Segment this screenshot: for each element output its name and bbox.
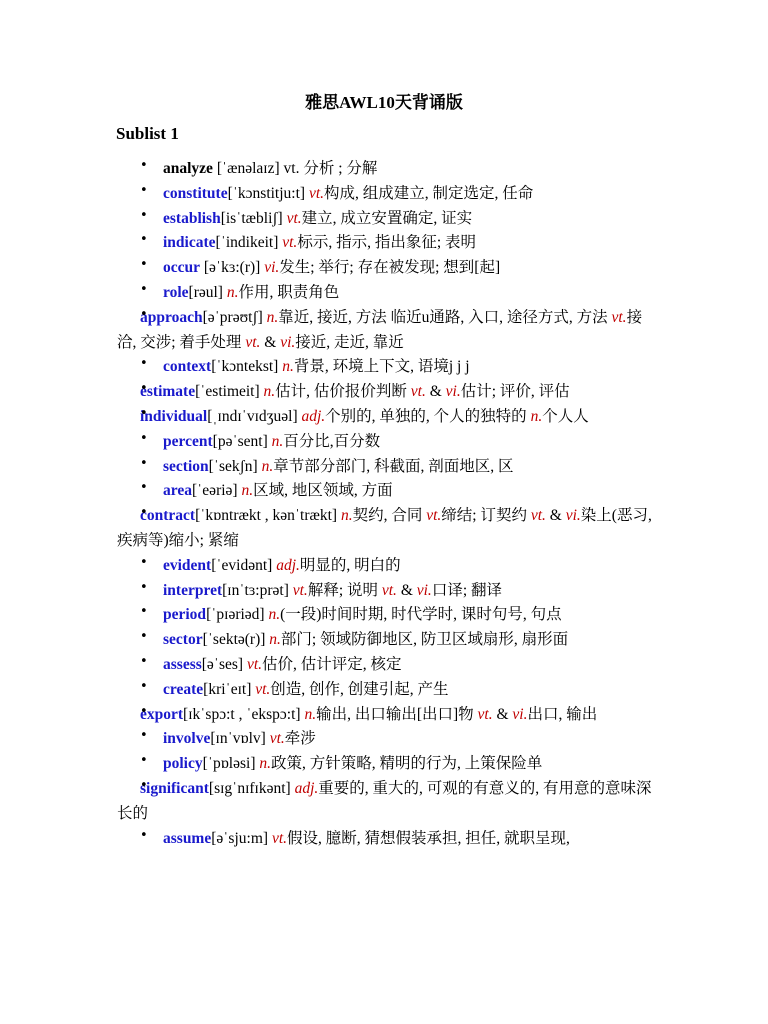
- entry-pos: n.: [226, 283, 239, 301]
- entry-pos: vt.: [255, 680, 271, 698]
- entry-pos: vt.: [381, 581, 397, 599]
- entry-word: create: [163, 680, 204, 698]
- entry-pos: adj.: [276, 556, 300, 574]
- entry-definition: 区域, 地区领域, 方面: [253, 482, 393, 500]
- list-item: [140, 603, 656, 628]
- list-item: [140, 752, 656, 777]
- entry-pos: n.: [340, 507, 353, 525]
- entry-word: analyze: [163, 160, 213, 177]
- list-item: [117, 405, 656, 430]
- entry-pos: vt.: [611, 308, 627, 326]
- entry-word: involve: [163, 730, 211, 748]
- entry-definition: 个别的, 单独的, 个人的独特的: [325, 407, 531, 425]
- entry-definition: 输出, 出口输出[出口]物: [316, 705, 478, 723]
- entry-definition: 百分比,百分数: [283, 432, 381, 450]
- entry-word: evident: [163, 556, 212, 574]
- list-item: [117, 777, 656, 827]
- entry-word: sector: [163, 631, 203, 649]
- entry-phonetic: [sɪgˈnɪfɪkənt]: [208, 779, 295, 797]
- entry-phonetic: [əˈsju:m]: [211, 829, 272, 847]
- entry-definition: (一段)时间时期, 时代学时, 课时句号, 句点: [280, 606, 562, 624]
- entry-pos: vi.: [280, 333, 296, 351]
- entry-word: context: [163, 358, 212, 376]
- entry-pos: vi.: [565, 507, 581, 525]
- entry-definition: 构成, 组成建立, 制定选定, 任命: [324, 184, 534, 202]
- entry-phonetic: [ˈkɔnstitju:t]: [227, 184, 309, 202]
- list-item: [117, 703, 656, 728]
- entry-pos: adj.: [294, 779, 319, 797]
- entry-phonetic: [əˈses]: [201, 655, 247, 673]
- entry-definition: 章节部分部门, 科截面, 剖面地区, 区: [273, 457, 514, 475]
- entry-ampersand: &: [545, 507, 566, 525]
- entry-pos: vt.: [246, 655, 263, 673]
- list-item: [117, 380, 656, 405]
- entry-phonetic: [ˌɪndɪˈvɪdʒuəl]: [207, 407, 302, 425]
- entry-phonetic: [ˈpɪəriəd]: [206, 606, 269, 624]
- entry-phonetic: [pəˈsent]: [212, 432, 272, 450]
- entry-word: interpret: [163, 581, 223, 599]
- list-item: [140, 157, 656, 182]
- entry-phonetic: [ɪnˈvɒlv]: [210, 730, 270, 748]
- entry-definition: 背景, 环境上下文, 语境j j j: [293, 358, 470, 376]
- list-item: [140, 554, 656, 579]
- entry-definition: 估价, 估计评定, 核定: [262, 655, 402, 673]
- entry-pos: n.: [241, 482, 254, 500]
- entry-word: occur: [163, 259, 201, 277]
- entry-definition: 部门; 领域防御地区, 防卫区域扇形, 扇形面: [280, 631, 569, 649]
- list-item: [140, 628, 656, 653]
- entry-phonetic: [əˈprəʊtʃ]: [202, 308, 267, 326]
- entry-phonetic: [rəul]: [188, 283, 227, 301]
- list-item: [140, 827, 656, 852]
- entry-ampersand: &: [492, 705, 513, 723]
- entry-definition: 创造, 创作, 创建引起, 产生: [270, 680, 449, 698]
- entry-pos: n.: [266, 308, 279, 326]
- entry-phonetic: [isˈtæbliʃ]: [220, 209, 287, 227]
- entry-phonetic: [ˈsektə(r)]: [202, 631, 270, 649]
- entry-ampersand: &: [425, 383, 446, 401]
- entry-word: constitute: [163, 184, 228, 202]
- entry-pos: vt.: [426, 507, 442, 525]
- list-item: [140, 455, 656, 480]
- list-item: [140, 281, 656, 306]
- entry-phonetic: [ˈkɔntekst]: [211, 358, 283, 376]
- entry-definition: 估计; 评价, 评估: [460, 383, 570, 401]
- list-item: [140, 182, 656, 207]
- entry-phonetic: [əˈkɜ:(r)]: [200, 259, 265, 277]
- entry-pos: vt.: [292, 581, 308, 599]
- entry-definition: 假设, 臆断, 猜想假装承担, 担任, 就职呈现,: [287, 829, 570, 847]
- entry-word: export: [140, 705, 184, 723]
- entry-definition: 建立, 成立安置确定, 证实: [301, 209, 473, 227]
- entry-pos: n.: [304, 705, 317, 723]
- entry-definition: 政策, 方针策略, 精明的行为, 上策保险单: [271, 755, 543, 773]
- list-item: [140, 355, 656, 380]
- entry-word: approach: [140, 308, 203, 326]
- entry-phonetic: [ˈestimeit]: [195, 383, 264, 401]
- entry-definition: 缔结; 订契约: [441, 507, 531, 525]
- entry-pos: vt.: [282, 234, 298, 252]
- entry-definition: 接洽, 交涉; 着手处理: [117, 308, 643, 351]
- entry-phonetic: [ɪnˈtɜ:prət]: [222, 581, 293, 599]
- entry-ampersand: &: [396, 581, 417, 599]
- entry-pos: vt.: [269, 730, 285, 748]
- entry-word: policy: [163, 755, 203, 773]
- entry-definition: 牵涉: [284, 730, 316, 748]
- list-item: [140, 479, 656, 504]
- sublist-heading: Sublist 1: [116, 124, 179, 143]
- entry-phonetic: [ˈkɒntrækt , kənˈtrækt]: [195, 507, 341, 525]
- entry-pos: vt.: [283, 160, 300, 177]
- entry-pos: vt.: [477, 705, 493, 723]
- entry-pos: vi.: [264, 259, 280, 277]
- list-item: [140, 430, 656, 455]
- entry-pos: vt.: [530, 507, 546, 525]
- entry-phonetic: [ˈsekʃn]: [208, 457, 262, 475]
- entry-pos: vi.: [416, 581, 432, 599]
- entry-pos: adj.: [301, 407, 326, 425]
- entry-definition: 分析 ; 分解: [299, 160, 378, 177]
- entry-phonetic: [ˈænəlaɪz]: [212, 160, 284, 177]
- entry-phonetic: [ˈindikeit]: [215, 234, 283, 252]
- list-item: [140, 231, 656, 256]
- list-item: [140, 678, 656, 703]
- entry-pos: n.: [268, 606, 281, 624]
- entry-definition: 标示, 指示, 指出象征; 表明: [297, 234, 476, 252]
- entry-word: estimate: [140, 383, 196, 401]
- entry-word: individual: [140, 407, 208, 425]
- entry-definition: 明显的, 明白的: [299, 556, 401, 574]
- entry-word: area: [163, 482, 192, 500]
- entry-pos: vi.: [512, 705, 528, 723]
- list-item: [117, 306, 656, 356]
- list-item: [140, 727, 656, 752]
- entry-definition: 重要的, 重大的, 可观的有意义的, 有用意的意味深长的: [117, 779, 652, 822]
- list-item: [140, 207, 656, 232]
- entry-ampersand: &: [260, 333, 281, 351]
- entry-word: percent: [163, 432, 213, 450]
- entry-word: section: [163, 457, 209, 475]
- entry-pos: vi.: [445, 383, 461, 401]
- list-item: [140, 579, 656, 604]
- entry-definition: 接近, 走近, 靠近: [295, 333, 404, 351]
- entry-pos: n.: [282, 358, 294, 376]
- entry-word: period: [163, 606, 207, 624]
- entry-word: contract: [140, 507, 196, 525]
- entry-pos: vt.: [286, 209, 302, 227]
- entry-definition: 出口, 输出: [527, 705, 598, 723]
- entry-phonetic: [ɪkˈspɔ:t , ˈekspɔ:t]: [183, 705, 305, 723]
- entry-definition: 作用, 职责角色: [238, 283, 340, 301]
- entry-phonetic: [kriˈeɪt]: [203, 680, 256, 698]
- entry-definition: 个人人: [542, 407, 589, 425]
- entry-word: significant: [140, 779, 209, 797]
- vocabulary-list: [117, 157, 656, 851]
- list-item: [117, 504, 656, 554]
- entry-word: assume: [163, 829, 212, 847]
- document-title: 雅思AWL10天背诵版: [305, 93, 463, 112]
- entry-phonetic: [ˈevidənt]: [211, 556, 277, 574]
- entry-word: indicate: [163, 234, 216, 252]
- entry-phonetic: [ˈeəriə]: [191, 482, 242, 500]
- entry-word: assess: [163, 655, 202, 673]
- entry-pos: n.: [259, 755, 271, 773]
- list-item: [140, 256, 656, 281]
- entry-pos: n.: [530, 407, 543, 425]
- entry-word: role: [163, 283, 189, 301]
- entry-pos: vt.: [245, 333, 261, 351]
- entry-definition: 染上(恶习, 疾病等)缩小; 紧缩: [117, 507, 652, 549]
- entry-pos: vt.: [271, 829, 287, 847]
- list-item: [140, 653, 656, 678]
- entry-pos: n.: [261, 457, 274, 475]
- entry-definition: 契约, 合同: [352, 507, 427, 525]
- entry-pos: vt.: [308, 184, 325, 202]
- entry-definition: 估计, 估价报价判断: [275, 383, 411, 401]
- entry-definition: 发生; 举行; 存在被发现; 想到[起]: [279, 259, 501, 277]
- entry-pos: n.: [269, 631, 281, 649]
- entry-pos: n.: [271, 432, 284, 450]
- entry-pos: vt.: [410, 383, 426, 401]
- entry-phonetic: [ˈpɒləsi]: [202, 755, 260, 773]
- entry-definition: 口译; 翻译: [431, 581, 502, 599]
- entry-definition: 解释; 说明: [307, 581, 382, 599]
- entry-word: establish: [163, 209, 221, 227]
- entry-definition: 靠近, 接近, 方法 临近u通路, 入口, 途径方式, 方法: [278, 308, 612, 326]
- entry-pos: n.: [263, 383, 276, 401]
